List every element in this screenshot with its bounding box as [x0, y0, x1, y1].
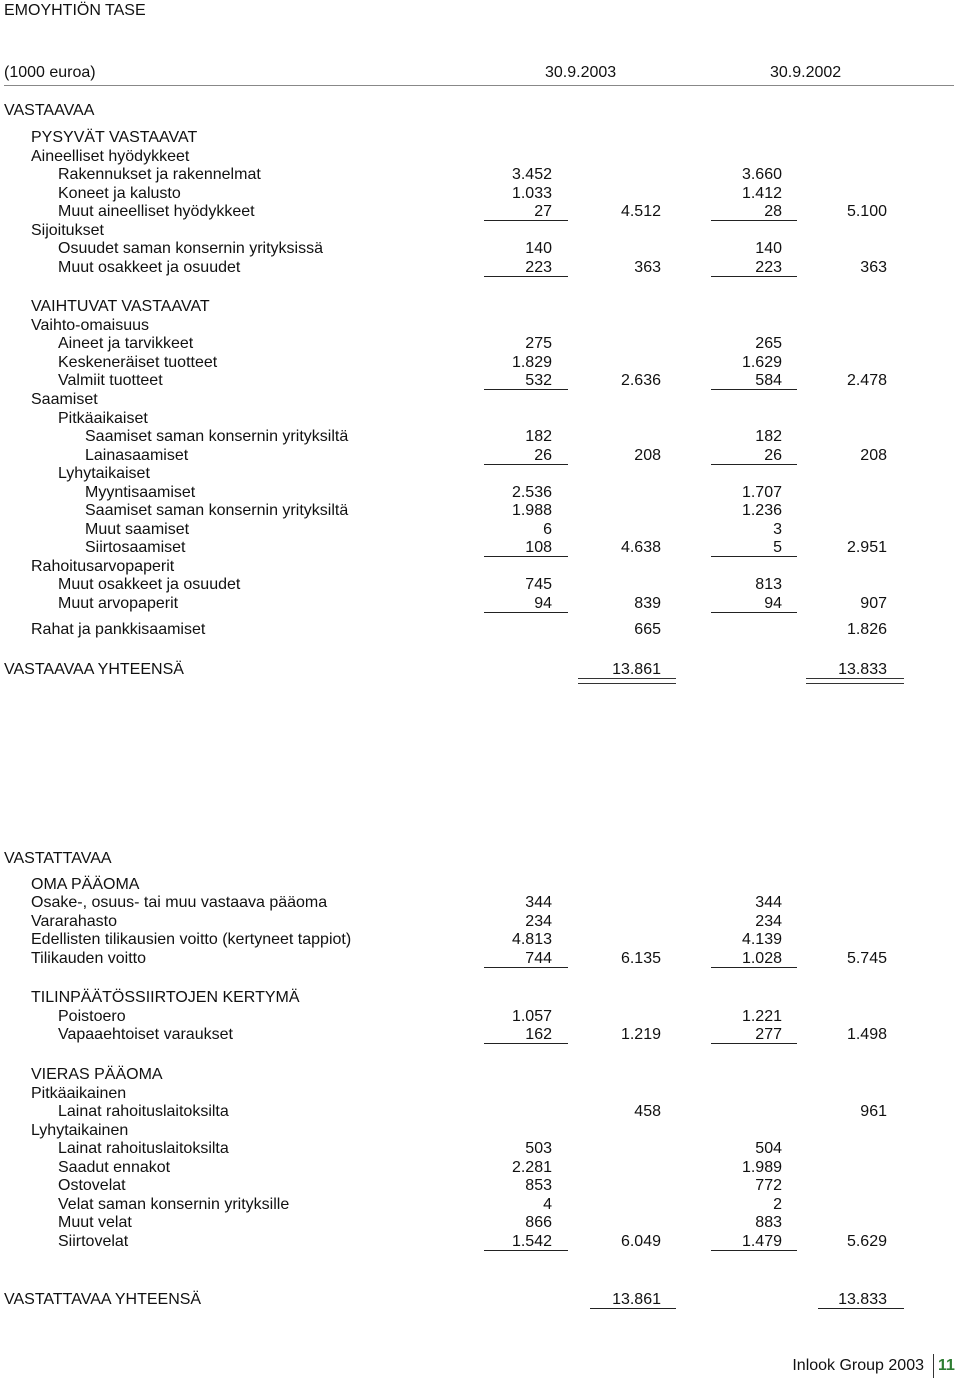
value-2003: 1.988: [511, 502, 552, 519]
group-heading: [0, 128, 960, 147]
total-2003: 13.861: [612, 661, 661, 678]
securities-heading: Rahoitusarvopaperit: [31, 558, 175, 575]
table-row: [0, 258, 960, 277]
row-label: Siirtosaamiset: [85, 539, 186, 556]
row-label: Edellisten tilikausien voitto (kertyneet tappiot): [31, 931, 352, 948]
investments-heading: Sijoitukset: [31, 222, 104, 239]
value-2002: 883: [755, 1214, 782, 1231]
value-2003: 234: [525, 913, 552, 930]
table-row: [0, 893, 960, 912]
subtotal-2003: 6.049: [620, 1233, 661, 1250]
subtotal-2003: 665: [634, 621, 661, 638]
document-title: EMOYHTIÖN TASE: [4, 2, 146, 19]
row-label: Muut velat: [58, 1214, 132, 1231]
underline: [818, 1308, 904, 1309]
value-2002: 3.660: [741, 166, 782, 183]
value-2002: 94: [764, 595, 782, 612]
subtotal-2003: 363: [634, 259, 661, 276]
row-label: Lainasaamiset: [85, 447, 189, 464]
value-2003: 1.033: [511, 185, 552, 202]
total-label: VASTATTAVAA YHTEENSÄ: [4, 1291, 202, 1308]
equity-heading: OMA PÄÄOMA: [31, 876, 140, 893]
value-2002: 1.412: [741, 185, 782, 202]
value-2002: 234: [755, 913, 782, 930]
value-2002: 772: [755, 1177, 782, 1194]
table-row: [0, 1102, 960, 1121]
shortterm-heading: Lyhytaikaiset: [58, 465, 150, 482]
row-label: Muut osakkeet ja osuudet: [58, 259, 241, 276]
subtotal-2002: 961: [860, 1103, 887, 1120]
underline: [484, 612, 568, 613]
subtotal-2002: 208: [860, 447, 887, 464]
current-assets-heading: VAIHTUVAT VASTAAVAT: [31, 298, 210, 315]
row-label: Osake-, osuus- tai muu vastaava pääoma: [31, 894, 328, 911]
row-label: Siirtovelat: [58, 1233, 129, 1250]
value-2003: 27: [534, 203, 552, 220]
group-heading: [0, 988, 960, 1007]
value-2003: 866: [525, 1214, 552, 1231]
value-2003: 2.536: [511, 484, 552, 501]
value-2002: 344: [755, 894, 782, 911]
table-row: [0, 239, 960, 258]
row-label: Koneet ja kalusto: [58, 185, 181, 202]
value-2003: 275: [525, 335, 552, 352]
value-2002: 584: [755, 372, 782, 389]
longterm-debt-heading: Pitkäaikainen: [31, 1085, 127, 1102]
value-2003: 223: [525, 259, 552, 276]
subgroup-heading: [0, 316, 960, 335]
row-label: Ostovelat: [58, 1177, 126, 1194]
row-label: Rakennukset ja rakennelmat: [58, 166, 261, 183]
subgroup-heading: [0, 1084, 960, 1103]
value-2002: 1.236: [741, 502, 782, 519]
total-2002: 13.833: [838, 1291, 887, 1308]
table-row: [0, 1213, 960, 1232]
receivables-heading: Saamiset: [31, 391, 98, 408]
value-2003: 182: [525, 428, 552, 445]
table-row: [0, 930, 960, 949]
table-row: [0, 538, 960, 557]
longterm-heading: Pitkäaikaiset: [58, 410, 148, 427]
underline: [711, 1043, 797, 1044]
value-2002: 182: [755, 428, 782, 445]
table-row: [0, 1195, 960, 1214]
subgroup-heading: [0, 221, 960, 240]
underline: [484, 967, 568, 968]
table-row: [0, 949, 960, 968]
value-2003: 503: [525, 1140, 552, 1157]
value-2003: 1.542: [511, 1233, 552, 1250]
footer-divider: [933, 1354, 934, 1378]
value-2003: 1.057: [511, 1008, 552, 1025]
underline: [484, 1043, 568, 1044]
value-2003: 744: [525, 950, 552, 967]
row-label: Saadut ennakot: [58, 1159, 171, 1176]
underline: [711, 612, 797, 613]
table-row: [0, 594, 960, 613]
subtotal-2002: 5.100: [846, 203, 887, 220]
subgroup-heading: [0, 464, 960, 483]
row-label: Muut aineelliset hyödykkeet: [58, 203, 255, 220]
table-row: [0, 184, 960, 203]
row-label: Saamiset saman konsernin yrityksiltä: [85, 502, 349, 519]
subtotal-2002: 5.629: [846, 1233, 887, 1250]
row-label: Muut osakkeet ja osuudet: [58, 576, 241, 593]
table-row: [0, 427, 960, 446]
table-row: [0, 446, 960, 465]
value-2002: 1.479: [741, 1233, 782, 1250]
subtotal-2002: 907: [860, 595, 887, 612]
group-heading: [0, 297, 960, 316]
value-2002: 1.989: [741, 1159, 782, 1176]
liabilities-heading: VASTATTAVAA: [4, 850, 112, 867]
shortterm-debt-heading: Lyhytaikainen: [31, 1122, 129, 1139]
row-label: Aineet ja tarvikkeet: [58, 335, 194, 352]
double-underline: [806, 678, 904, 684]
value-2003: 94: [534, 595, 552, 612]
column-header: [4, 64, 954, 84]
row-label: Lainat rahoituslaitoksilta: [58, 1140, 229, 1157]
footer-brand: Inlook Group 2003: [792, 1357, 924, 1374]
section-heading: [0, 849, 960, 868]
table-row: [0, 202, 960, 221]
subtotal-2002: 363: [860, 259, 887, 276]
total-2002: 13.833: [838, 661, 887, 678]
subgroup-heading: [0, 1121, 960, 1140]
underline: [484, 1250, 568, 1251]
value-2003: 532: [525, 372, 552, 389]
subtotal-2003: 208: [634, 447, 661, 464]
row-label: Osuudet saman konsernin yrityksissä: [58, 240, 323, 257]
page-number: 11: [938, 1357, 955, 1374]
row-label: Muut saamiset: [85, 521, 190, 538]
subtotal-2002: 1.826: [846, 621, 887, 638]
value-2003: 4.813: [511, 931, 552, 948]
subtotal-2002: 2.478: [846, 372, 887, 389]
value-2002: 1.629: [741, 354, 782, 371]
row-label: Vararahasto: [31, 913, 117, 930]
assets-heading: VASTAAVAA: [4, 102, 95, 119]
underline: [590, 1308, 676, 1309]
value-2002: 140: [755, 240, 782, 257]
value-2003: 3.452: [511, 166, 552, 183]
value-2002: 265: [755, 335, 782, 352]
value-2003: 108: [525, 539, 552, 556]
underline: [711, 967, 797, 968]
subtotal-2003: 839: [634, 595, 661, 612]
row-label: Velat saman konsernin yrityksille: [58, 1196, 290, 1213]
row-label: Rahat ja pankkisaamiset: [31, 621, 206, 638]
value-2003: 162: [525, 1026, 552, 1043]
value-2003: 2.281: [511, 1159, 552, 1176]
value-2002: 4.139: [741, 931, 782, 948]
underline: [711, 1250, 797, 1251]
table-row: [0, 575, 960, 594]
value-2002: 28: [764, 203, 782, 220]
table-row: [0, 1176, 960, 1195]
value-2003: 344: [525, 894, 552, 911]
table-row: [0, 1139, 960, 1158]
inventory-heading: Vaihto-omaisuus: [31, 317, 149, 334]
value-2003: 4: [543, 1196, 552, 1213]
date-2003: 30.9.2003: [545, 64, 617, 81]
table-row: [0, 165, 960, 184]
value-2002: 813: [755, 576, 782, 593]
table-row: [0, 1007, 960, 1026]
row-label: Valmiit tuotteet: [58, 372, 163, 389]
total-label: VASTAAVAA YHTEENSÄ: [4, 661, 184, 678]
subgroup-heading: [0, 409, 960, 428]
table-row: [0, 620, 960, 639]
subtotal-2003: 6.135: [620, 950, 661, 967]
subtotal-2003: 1.219: [620, 1026, 661, 1043]
value-2003: 26: [534, 447, 552, 464]
value-2002: 1.221: [741, 1008, 782, 1025]
table-row: [0, 371, 960, 390]
total-row: [0, 660, 960, 679]
row-label: Saamiset saman konsernin yrityksiltä: [85, 428, 349, 445]
group-heading: [0, 875, 960, 894]
subtotal-2002: 2.951: [846, 539, 887, 556]
table-row: [0, 1025, 960, 1044]
value-2002: 1.707: [741, 484, 782, 501]
row-label: Poistoero: [58, 1008, 126, 1025]
row-label: Vapaaehtoiset varaukset: [58, 1026, 233, 1043]
value-2002: 277: [755, 1026, 782, 1043]
table-row: [0, 501, 960, 520]
value-2002: 3: [773, 521, 782, 538]
table-row: [0, 1158, 960, 1177]
subtotal-2002: 5.745: [846, 950, 887, 967]
table-row: [0, 334, 960, 353]
table-row: [0, 520, 960, 539]
tangible-heading: Aineelliset hyödykkeet: [31, 148, 190, 165]
subgroup-heading: [0, 390, 960, 409]
table-row: [0, 483, 960, 502]
value-2002: 1.028: [741, 950, 782, 967]
group-heading: [0, 1065, 960, 1084]
appropriations-heading: TILINPÄÄTÖSSIIRTOJEN KERTYMÄ: [31, 989, 300, 1006]
row-label: Myyntisaamiset: [85, 484, 196, 501]
value-2003: 1.829: [511, 354, 552, 371]
subtotal-2002: 1.498: [846, 1026, 887, 1043]
underline: [484, 276, 568, 277]
value-2003: 853: [525, 1177, 552, 1194]
row-label: Keskeneräiset tuotteet: [58, 354, 218, 371]
subtotal-2003: 4.638: [620, 539, 661, 556]
table-row: [0, 1232, 960, 1251]
subtotal-2003: 458: [634, 1103, 661, 1120]
total-row: [0, 1290, 960, 1309]
value-2002: 5: [773, 539, 782, 556]
row-label: Tilikauden voitto: [31, 950, 147, 967]
section-heading: [0, 101, 960, 120]
table-row: [0, 353, 960, 372]
subgroup-heading: [0, 147, 960, 166]
value-2002: 2: [773, 1196, 782, 1213]
value-2002: 223: [755, 259, 782, 276]
value-2003: 140: [525, 240, 552, 257]
value-2002: 26: [764, 447, 782, 464]
row-label: Lainat rahoituslaitoksilta: [58, 1103, 229, 1120]
subtotal-2003: 4.512: [620, 203, 661, 220]
unit-label: (1000 euroa): [4, 64, 96, 81]
subgroup-heading: [0, 557, 960, 576]
subtotal-2003: 2.636: [620, 372, 661, 389]
value-2003: 6: [543, 521, 552, 538]
double-underline: [578, 678, 676, 684]
table-row: [0, 912, 960, 931]
header-divider: [4, 85, 954, 86]
value-2002: 504: [755, 1140, 782, 1157]
date-2002: 30.9.2002: [770, 64, 842, 81]
total-2003: 13.861: [612, 1291, 661, 1308]
fixed-assets-heading: PYSYVÄT VASTAAVAT: [31, 129, 198, 146]
debt-heading: VIERAS PÄÄOMA: [31, 1066, 163, 1083]
underline: [711, 276, 797, 277]
value-2003: 745: [525, 576, 552, 593]
row-label: Muut arvopaperit: [58, 595, 179, 612]
